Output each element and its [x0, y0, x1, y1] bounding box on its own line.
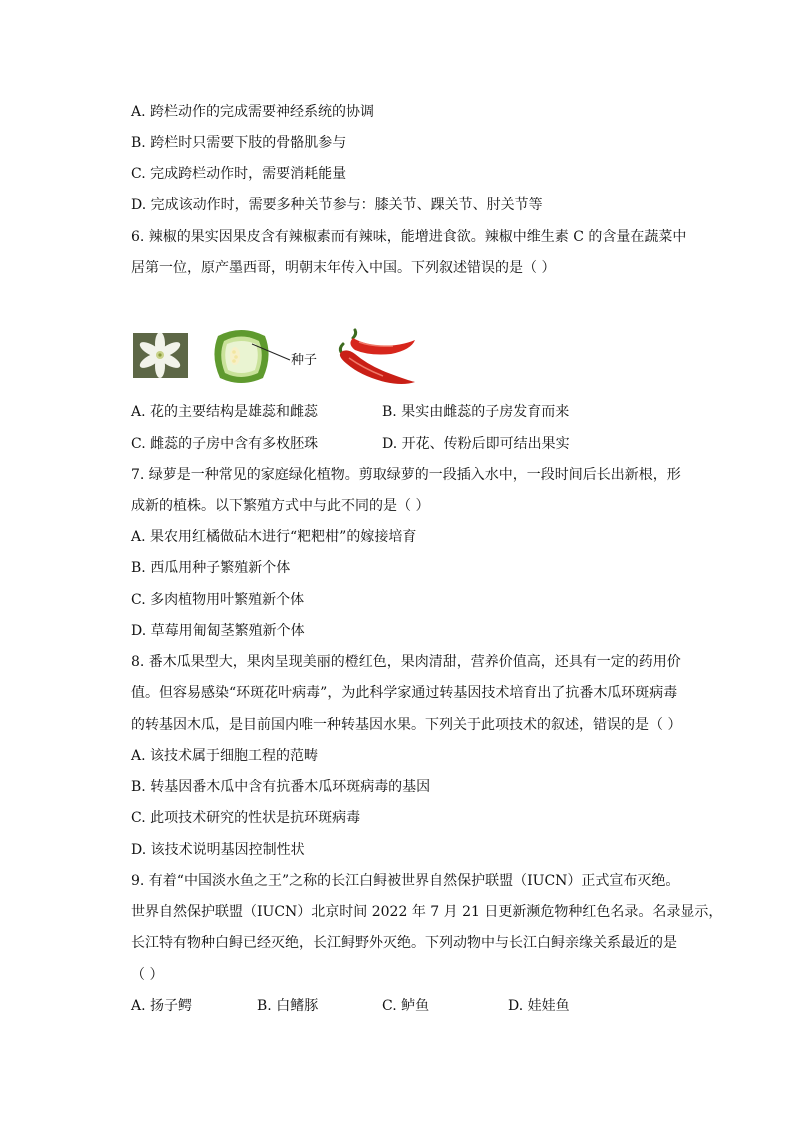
q6-stem-line2: 居第一位，原产墨西哥，明朝末年传入中国。下列叙述错误的是（ ） [131, 260, 556, 276]
q5-option-a: A. 跨栏动作的完成需要神经系统的协调 [131, 104, 375, 120]
q9-option-a: A. 扬子鳄 [131, 998, 193, 1014]
q9-stem-line1: 9. 有着“中国淡水鱼之王”之称的长江白鲟被世界自然保护联盟（IUCN）正式宣布灭绝。 [131, 873, 680, 889]
seed-pointer-line [250, 340, 294, 366]
q9-option-b: B. 白鳍豚 [257, 998, 319, 1014]
q9-option-c: C. 鲈鱼 [382, 998, 430, 1014]
q8-stem-line2: 值。但容易感染“环斑花叶病毒”，为此科学家通过转基因技术培育出了抗番木瓜环斑病毒 [131, 685, 678, 701]
q8-option-a: A. 该技术属于细胞工程的范畴 [131, 748, 319, 764]
q8-option-c: C. 此项技术研究的性状是抗环斑病毒 [131, 810, 361, 826]
q6-option-a: A. 花的主要结构是雄蕊和雌蕊 [131, 404, 319, 420]
q6-option-c: C. 雌蕊的子房中含有多枚胚珠 [131, 436, 319, 452]
q9-stem-line2: 世界自然保护联盟（IUCN）北京时间 2022 年 7 月 21 日更新濒危物种红色名录。名录显示， [131, 904, 723, 920]
q9-stem-line4: （ ） [131, 967, 164, 983]
q7-option-d: D. 草莓用匍匐茎繁殖新个体 [131, 623, 305, 639]
q8-stem-line1: 8. 番木瓜果型大，果肉呈现美丽的橙红色，果肉清甜，营养价值高，还具有一定的药用价 [131, 654, 681, 670]
flower-image [133, 333, 188, 378]
q7-option-a: A. 果农用红橘做砧木进行“粑粑柑”的嫁接培育 [131, 529, 417, 545]
q7-stem-line2: 成新的植株。以下繁殖方式中与此不同的是（ ） [131, 498, 430, 514]
q6-option-b: B. 果实由雌蕊的子房发育而来 [382, 404, 570, 420]
q9-option-d: D. 娃娃鱼 [508, 998, 570, 1014]
q7-option-c: C. 多肉植物用叶繁殖新个体 [131, 592, 305, 608]
q7-stem-line1: 7. 绿萝是一种常见的家庭绿化植物。剪取绿萝的一段插入水中，一段时间后长出新根，形 [131, 467, 681, 483]
q6-stem-line1: 6. 辣椒的果实因果皮含有辣椒素而有辣味，能增进食欲。辣椒中维生素 C 的含量在蔬菜中 [131, 229, 687, 245]
q7-option-b: B. 西瓜用种子繁殖新个体 [131, 560, 291, 576]
q6-option-d: D. 开花、传粉后即可结出果实 [382, 436, 570, 452]
q5-option-b: B. 跨栏时只需要下肢的骨骼肌参与 [131, 135, 347, 151]
q5-option-c: C. 完成跨栏动作时，需要消耗能量 [131, 166, 347, 182]
q5-option-d: D. 完成该动作时，需要多种关节参与：膝关节、踝关节、肘关节等 [131, 197, 543, 213]
q8-option-b: B. 转基因番木瓜中含有抗番木瓜环斑病毒的基因 [131, 779, 431, 795]
red-chili-image [333, 326, 418, 386]
q8-stem-line3: 的转基因木瓜，是目前国内唯一种转基因水果。下列关于此项技术的叙述，错误的是（ ） [131, 717, 682, 733]
q9-stem-line3: 长江特有物种白鲟已经灭绝，长江鲟野外灭绝。下列动物中与长江白鲟亲缘关系最近的是 [131, 935, 677, 951]
q8-option-d: D. 该技术说明基因控制性状 [131, 842, 305, 858]
seed-label: 种子 [291, 353, 318, 368]
